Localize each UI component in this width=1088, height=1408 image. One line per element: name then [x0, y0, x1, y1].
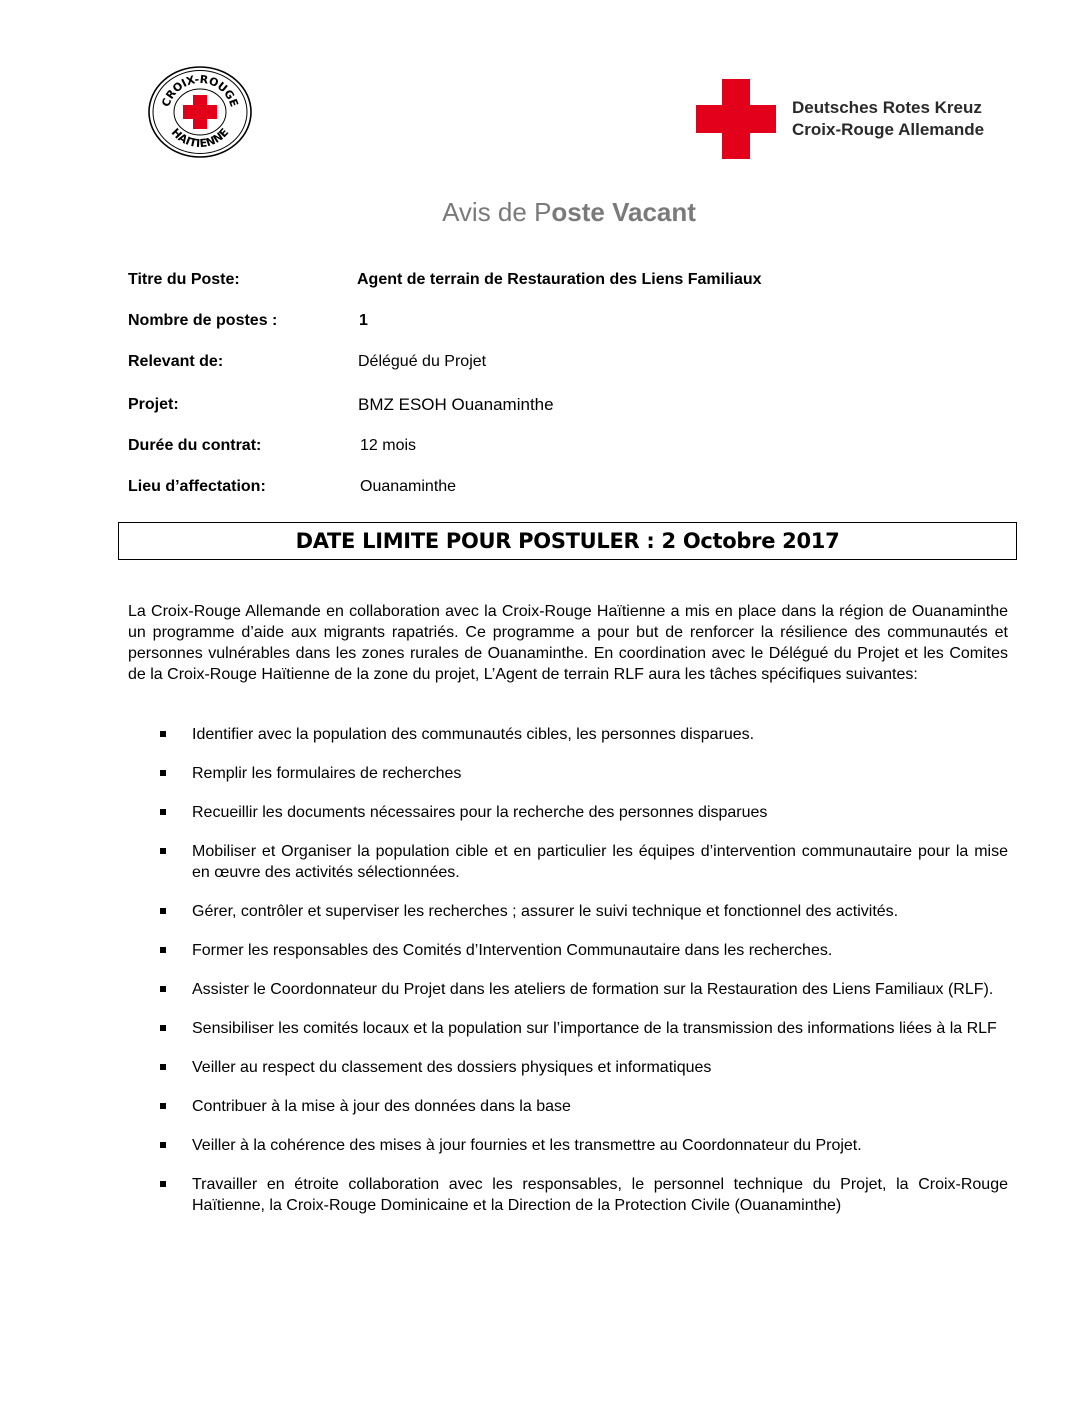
bullet-square-icon	[160, 908, 166, 914]
info-value-relevant: Délégué du Projet	[358, 353, 487, 370]
red-cross-icon	[696, 79, 776, 159]
bullet-square-icon	[160, 1142, 166, 1148]
list-item: Recueillir les documents nécessaires pour la recherche des personnes disparues	[128, 802, 1008, 823]
info-label-relevant: Relevant de:	[128, 353, 224, 370]
info-value-duree: 12 mois	[360, 437, 417, 454]
info-label-nombre: Nombre de postes :	[128, 312, 278, 329]
info-label-duree: Durée du contrat:	[128, 437, 262, 454]
bullet-square-icon	[160, 731, 166, 737]
list-item: Travailler en étroite collaboration avec les responsables, le personnel technique du Projet, la Croix-Rouge Haïtienne, la Croix-Rouge Dominicaine et la Direction de la Protection Civile (Ouanaminthe)	[128, 1174, 1008, 1216]
info-label-projet: Projet:	[128, 396, 179, 413]
bullet-square-icon	[160, 947, 166, 953]
bullet-square-icon	[160, 1025, 166, 1031]
info-value-nombre: 1	[359, 312, 368, 329]
title-part-1: Avis de P	[442, 197, 552, 227]
bullet-square-icon	[160, 1103, 166, 1109]
info-value-lieu: Ouanaminthe	[360, 478, 457, 495]
info-value-titre: Agent de terrain de Restauration des Liens Familiaux	[357, 271, 762, 288]
bullet-square-icon	[160, 986, 166, 992]
list-item: Gérer, contrôler et superviser les recherches ; assurer le suivi technique et fonctionnel des activités.	[128, 901, 1008, 922]
list-item: Mobiliser et Organiser la population cible et en particulier les équipes d’intervention communautaire pour la mise en œuvre des activités sélectionnées.	[128, 841, 1008, 883]
svg-text:CROIX-ROUGE: CROIX-ROUGE	[159, 72, 241, 109]
task-list	[128, 724, 1008, 1234]
title-part-2: oste Vacant	[551, 197, 696, 227]
bullet-square-icon	[160, 848, 166, 854]
info-label-titre: Titre du Poste:	[128, 271, 240, 288]
info-value-projet: BMZ ESOH Ouanaminthe	[358, 395, 554, 414]
drk-name-french: Croix-Rouge Allemande	[792, 120, 985, 139]
list-item: Assister le Coordonnateur du Projet dans les ateliers de formation sur la Restauration des Liens Familiaux (RLF).	[128, 979, 1008, 1000]
deadline-text: DATE LIMITE POUR POSTULER : 2 Octobre 2017	[295, 529, 840, 553]
list-item: Sensibiliser les comités locaux et la population sur l’importance de la transmission des informations liées à la RLF	[128, 1018, 1008, 1039]
list-item: Veiller au respect du classement des dossiers physiques et informatiques	[128, 1057, 1008, 1078]
list-item: Identifier avec la population des communautés cibles, les personnes disparues.	[128, 724, 1008, 745]
list-item: Remplir les formulaires de recherches	[128, 763, 1008, 784]
croix-rouge-haitienne-logo	[146, 65, 254, 159]
svg-text:HAITIENNE: HAITIENNE	[168, 125, 232, 151]
list-item: Former les responsables des Comités d’Intervention Communautaire dans les recherches.	[128, 940, 1008, 961]
drk-name-german: Deutsches Rotes Kreuz	[792, 98, 982, 117]
info-label-lieu: Lieu d’affectation:	[128, 478, 266, 495]
intro-paragraph: La Croix-Rouge Allemande en collaboration avec la Croix-Rouge Haïtienne a mis en place dans la région de Ouanaminthe un programme d’aide aux migrants rapatriés. Ce programme a pour but de renforcer la résilience des communautés et personnes vulnérables dans les zones rurales de Ouanaminthe. En coordination avec le Délégué du Projet et les Comites de la Croix-Rouge Haïtienne de la zone du projet, L’Agent de terrain RLF aura les tâches spécifiques suivantes:	[128, 603, 1008, 683]
bullet-square-icon	[160, 1064, 166, 1070]
page-title	[0, 197, 1088, 228]
deadline-banner	[118, 522, 1017, 560]
bullet-square-icon	[160, 770, 166, 776]
list-item: Veiller à la cohérence des mises à jour fournies et les transmettre au Coordonnateur du Projet.	[128, 1135, 1008, 1156]
bullet-square-icon	[160, 809, 166, 815]
bullet-square-icon	[160, 1181, 166, 1187]
list-item: Contribuer à la mise à jour des données dans la base	[128, 1096, 1008, 1117]
